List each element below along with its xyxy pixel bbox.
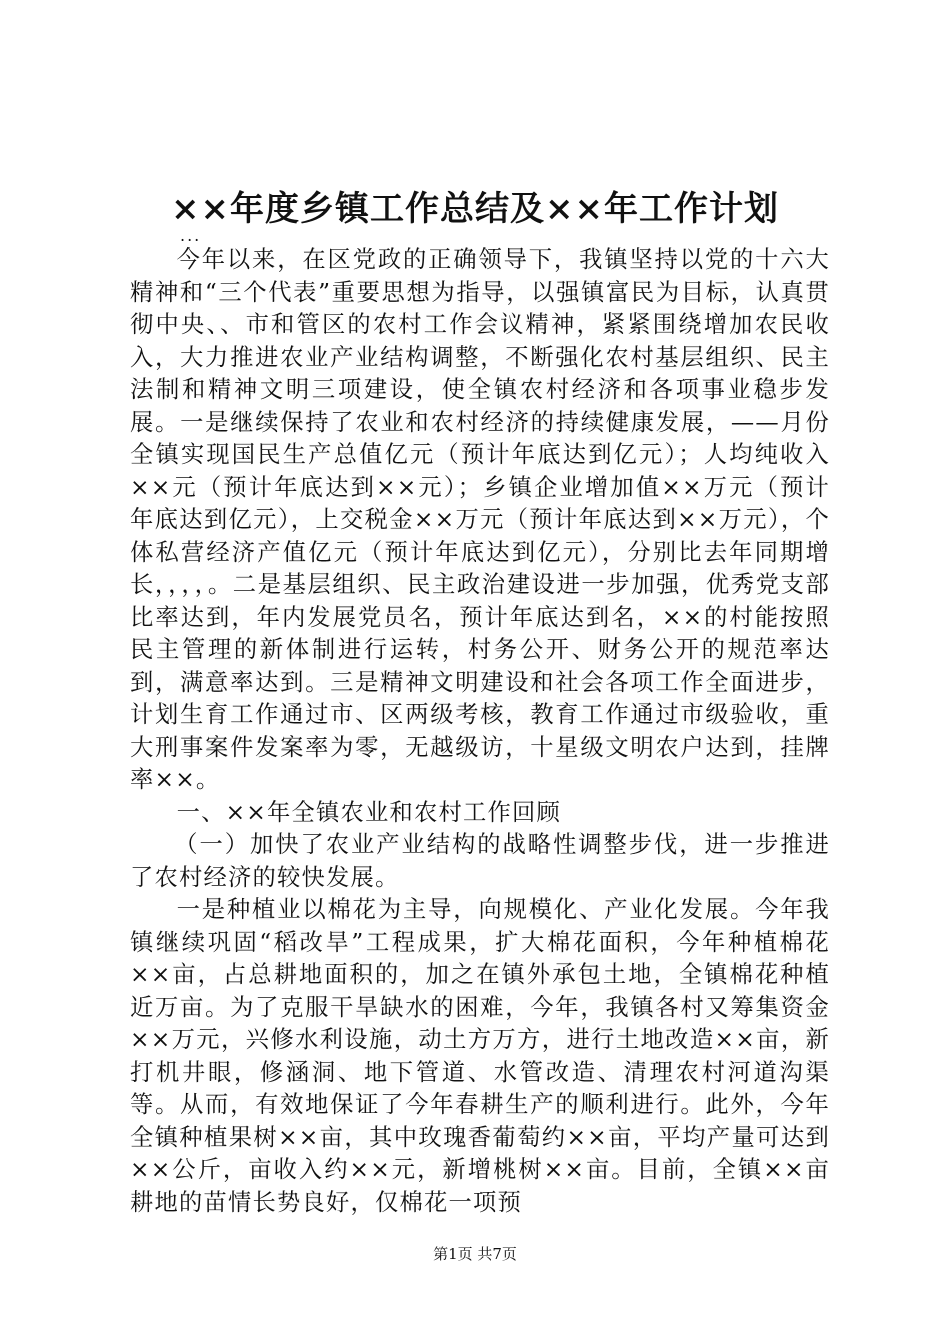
- document-body: [130, 244, 830, 1219]
- page-number-footer: 第1页 共7页: [433, 1245, 517, 1263]
- paragraph-planting: 一是种植业以棉花为主导，向规模化、产业化发展。今年我镇继续巩固“稻改旱”工程成果，扩大棉花面积，今年种植棉花××亩，占总耕地面积的，加之在镇外承包土地，全镇棉花种植近万亩。为了克服干旱缺水的困难，今年，我镇各村又筹集资金××万元，兴修水利设施，动土方万方，进行土地改造××亩，新打机井眼，修涵洞、地下管道、水管改造、清理农村河道沟渠等。从而，有效地保证了今年春耕生产的顺利进行。此外，今年全镇种植果树××亩，其中玫瑰香葡萄约××亩，平均产量可达到××公斤，亩收入约××元，新增桃树××亩。目前，全镇××亩耕地的苗情长势良好，仅棉花一项预: [130, 896, 830, 1216]
- subtitle-ellipsis: ...: [180, 226, 202, 245]
- subsection-heading-1: （一）加快了农业产业结构的战略性调整步伐，进一步推进了农村经济的较快发展。: [130, 831, 830, 891]
- document-title: ××年度乡镇工作总结及××年工作计划: [171, 189, 779, 229]
- paragraph-intro: 今年以来，在区党政的正确领导下，我镇坚持以党的十六大精神和“三个代表”重要思想为指导，以强镇富民为目标，认真贯彻中央、、市和管区的农村工作会议精神，紧紧围绕增加农民收入，大力推进农业产业结构调整，不断强化农村基层组织、民主法制和精神文明三项建设，使全镇农村经济和各项事业稳步发展。一是继续保持了农业和农村经济的持续健康发展，——月份全镇实现国民生产总值亿元（预计年底达到亿元）；人均纯收入××元（预计年底达到××元）；乡镇企业增加值××万元（预计年底达到亿元），上交税金××万元（预计年底达到××万元），个体私营经济产值亿元（预计年底达到亿元），分别比去年同期增长，，，，。二是基层组织、民主政治建设进一步加强，优秀党支部比率达到，年内发展党员名，预计年底达到名，××的村能按照民主管理的新体制进行运转，村务公开、财务公开的规范率达到，满意率达到。三是精神文明建设和社会各项工作全面进步，计划生育工作通过市、区两级考核，教育工作通过市级验收，重大刑事案件发案率为零，无越级访，十星级文明农户达到，挂牌率××。: [130, 246, 830, 793]
- section-heading-review: 一、××年全镇农业和农村工作回顾: [176, 798, 561, 826]
